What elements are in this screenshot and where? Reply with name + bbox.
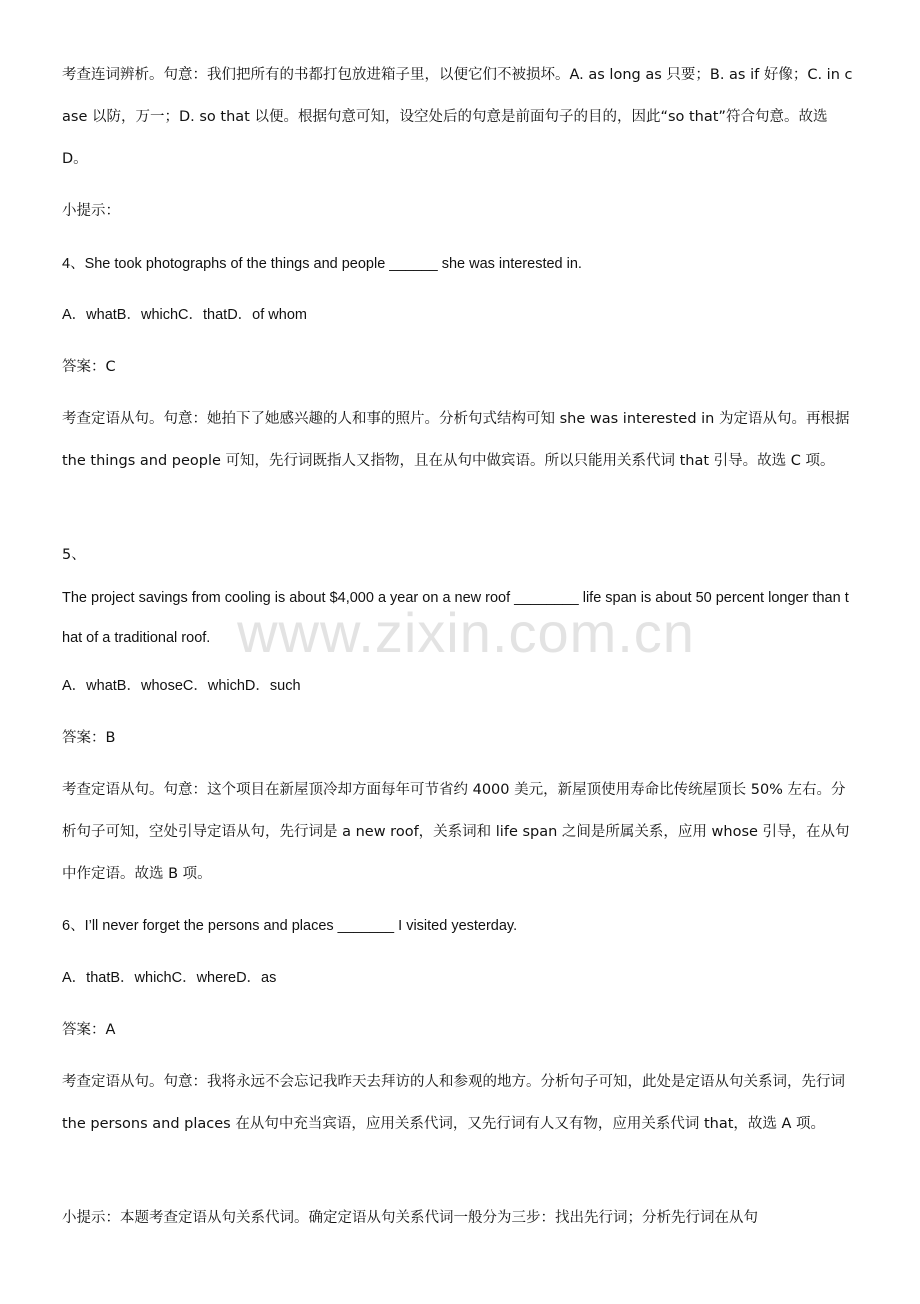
q5-answer: 答案：B bbox=[62, 730, 116, 746]
q5-options: A．whatB．whoseC．whichD．such bbox=[62, 678, 301, 694]
q6-options: A．thatB．whichC．whereD．as bbox=[62, 970, 277, 986]
q5-explanation: 考查定语从句。句意：这个项目在新屋顶冷却方面每年可节省约 4000 美元，新屋顶使用寿命比传统屋顶长 50% 左右。分析句子可知，空处引导定语从句，先行词是 a new roof，关系词和 life span 之间是所属关系，应用 whose 引导，在从句中作定语。故选 B 项。 bbox=[62, 782, 850, 882]
q4-options: A．whatB．whichC．thatD．of whom bbox=[62, 307, 307, 323]
q6-question: 6、I’ll never forget the persons and places _______ I visited yesterday. bbox=[62, 918, 518, 934]
watermark: www.zixin.com.cn bbox=[237, 601, 695, 664]
q5-number: 5、 bbox=[62, 547, 86, 563]
q4-answer: 答案：C bbox=[62, 359, 116, 375]
q6-explanation: 考查定语从句。句意：我将永远不会忘记我昨天去拜访的人和参观的地方。分析句子可知，此处是定语从句关系词，先行词 the persons and places 在从句中充当宾语，应用关系代词，又先行词有人又有物，应用关系代词 that，故选 A 项。 bbox=[62, 1074, 845, 1132]
q4-explanation: 考查定语从句。句意：她拍下了她感兴趣的人和事的照片。分析句式结构可知 she was interested in 为定语从句。再根据 the things and people 可知，先行词既指人又指物，且在从句中做宾语。所以只能用关系代词 that 引导。故选 C 项。 bbox=[62, 411, 850, 469]
q3-explanation: 考查连词辨析。句意：我们把所有的书都打包放进箱子里，以便它们不被损坏。A. as long as 只要；B. as if 好像；C. in case 以防，万一；D. so that 以便。根据句意可知，设空处后的句意是前面句子的目的，因此“so that”符合句意。故选 D。 bbox=[62, 67, 853, 167]
q3-tip: 小提示： bbox=[62, 203, 120, 219]
q4-question: 4、She took photographs of the things and people ______ she was interested in. bbox=[62, 256, 582, 272]
q6-tip: 小提示：本题考查定语从句关系代词。确定定语从句关系代词一般分为三步：找出先行词；分析先行词在从句 bbox=[62, 1210, 758, 1226]
q5-question: The project savings from cooling is about $4,000 a year on a new roof ________ life span is about 50 percent longer than that of a traditional roof. bbox=[62, 590, 849, 646]
q6-answer: 答案：A bbox=[62, 1022, 116, 1038]
